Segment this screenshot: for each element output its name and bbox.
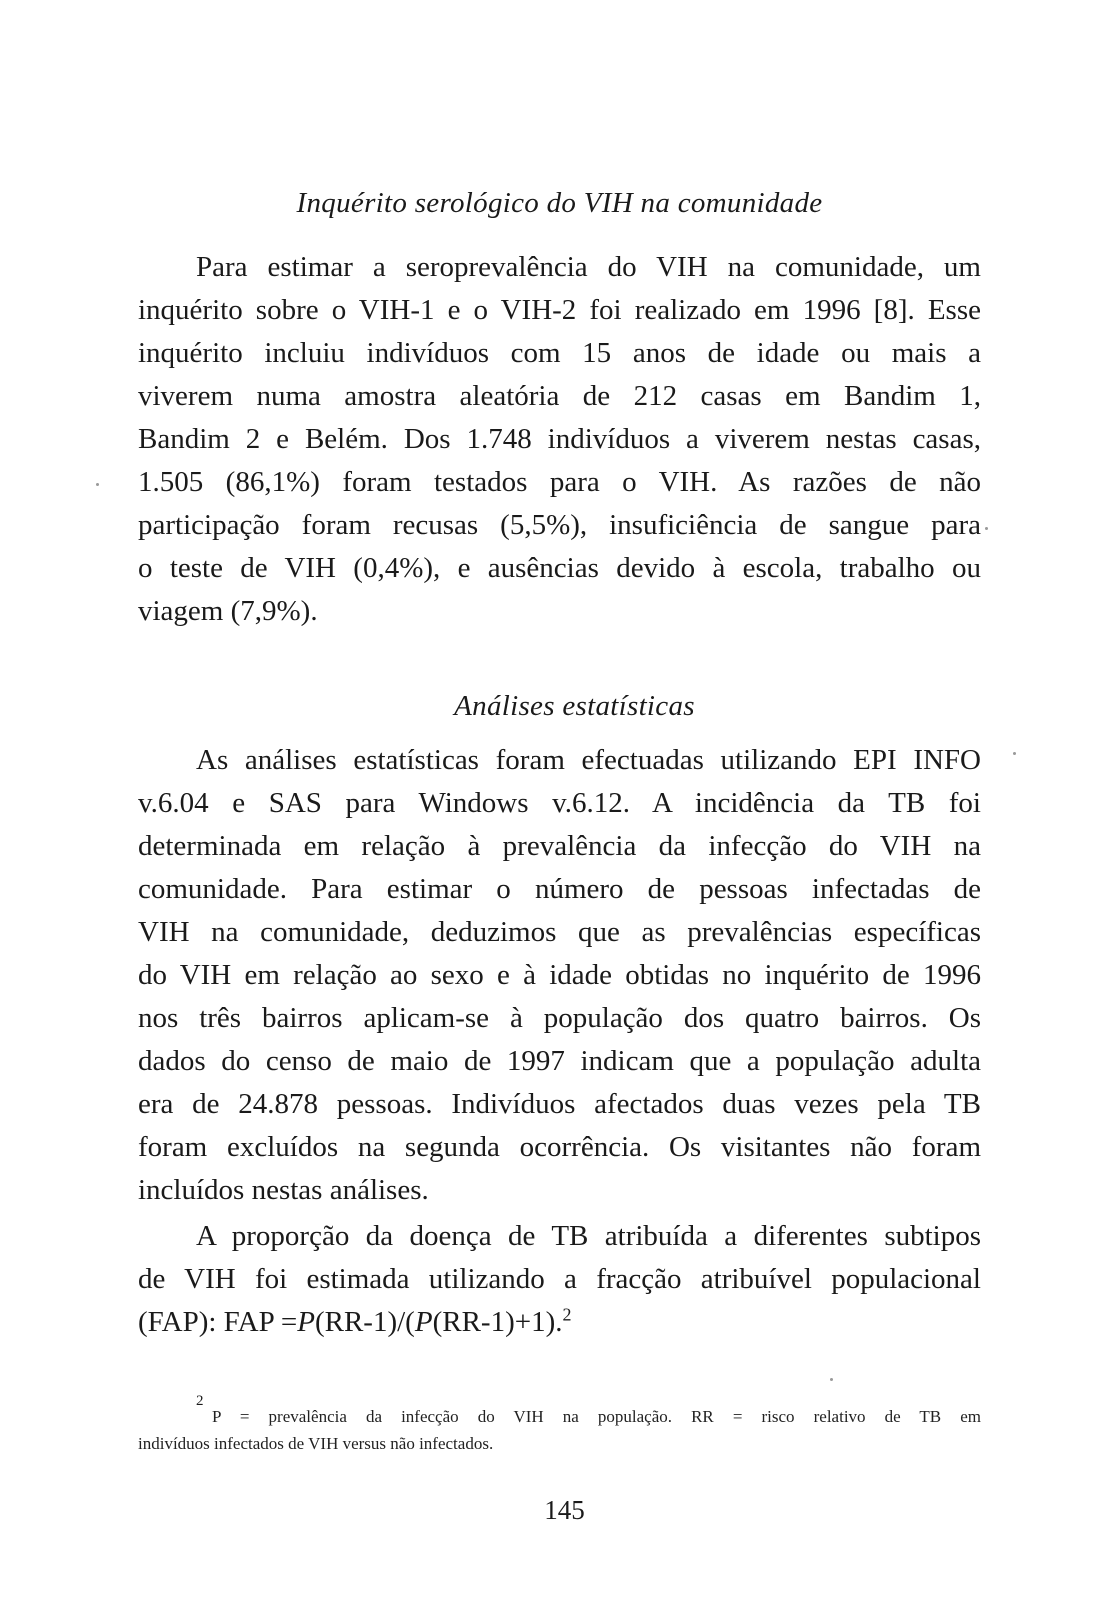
text-line: dados do censo de maio de 1997 indicam que a população adulta: [138, 1045, 981, 1077]
text-line: v.6.04 e SAS para Windows v.6.12. A incidência da TB foi: [138, 787, 981, 819]
footnote-marker: 2: [196, 1393, 204, 1409]
text-line: foram excluídos na segunda ocorrência. Os visitantes não foram: [138, 1131, 981, 1163]
text-line: participação foram recusas (5,5%), insuficiência de sangue para: [138, 509, 981, 541]
text-line: o teste de VIH (0,4%), e ausências devido à escola, trabalho ou: [138, 552, 981, 584]
text-line: do VIH em relação ao sexo e à idade obtidas no inquérito de 1996: [138, 959, 981, 991]
formula-line: [138, 1305, 981, 1339]
text-line: A proporção da doença de TB atribuída a diferentes subtipos: [196, 1220, 981, 1252]
text-line: inquérito incluiu indivíduos com 15 anos de idade ou mais a: [138, 337, 981, 369]
footnote-reference: 2: [562, 1304, 572, 1325]
footnote-line: indivíduos infectados de VIH versus não infectados.: [138, 1434, 494, 1453]
text-line: determinada em relação à prevalência da infecção do VIH na: [138, 830, 981, 862]
formula-p-variable: P: [297, 1306, 315, 1338]
formula-p-variable: P: [414, 1306, 433, 1338]
text-line: Bandim 2 e Belém. Dos 1.748 indivíduos a viverem nestas casas,: [138, 423, 981, 455]
text-line: nos três bairros aplicam-se à população dos quatro bairros. Os: [138, 1002, 981, 1034]
text-line: As análises estatísticas foram efectuadas utilizando EPI INFO: [196, 744, 981, 776]
text-line: Para estimar a seroprevalência do VIH na comunidade, um: [196, 251, 981, 283]
text-line: inquérito sobre o VIH-1 e o VIH-2 foi realizado em 1996 [8]. Esse: [138, 294, 981, 326]
text-line: de VIH foi estimada utilizando a fracção atribuível populacional: [138, 1263, 981, 1295]
scan-speck: [985, 527, 988, 530]
text-line: era de 24.878 pessoas. Indivíduos afectados duas vezes pela TB: [138, 1088, 981, 1120]
text-line: viverem numa amostra aleatória de 212 casas em Bandim 1,: [138, 380, 981, 412]
scan-speck: [96, 483, 99, 486]
text-line: VIH na comunidade, deduzimos que as prevalências específicas: [138, 916, 981, 948]
scan-speck: [1013, 752, 1016, 755]
text-line: 1.505 (86,1%) foram testados para o VIH. As razões de não: [138, 466, 981, 498]
formula-prefix: (FAP): FAP =: [138, 1306, 298, 1338]
formula-suffix: (RR-1)+1).: [432, 1306, 563, 1338]
formula-middle: (RR-1)/(: [314, 1306, 415, 1338]
page-number: 145: [544, 1495, 585, 1525]
scan-speck: [830, 1378, 833, 1381]
text-line: comunidade. Para estimar o número de pessoas infectadas de: [138, 873, 981, 905]
text-line: viagem (7,9%).: [138, 595, 318, 627]
section-heading-serological-survey: Inquérito serológico do VIH na comunidade: [296, 187, 823, 219]
text-line: incluídos nestas análises.: [138, 1174, 429, 1206]
footnote-line: P = prevalência da infecção do VIH na população. RR = risco relativo de TB em: [212, 1407, 981, 1426]
section-heading-statistical-analysis: Análises estatísticas: [454, 690, 695, 722]
